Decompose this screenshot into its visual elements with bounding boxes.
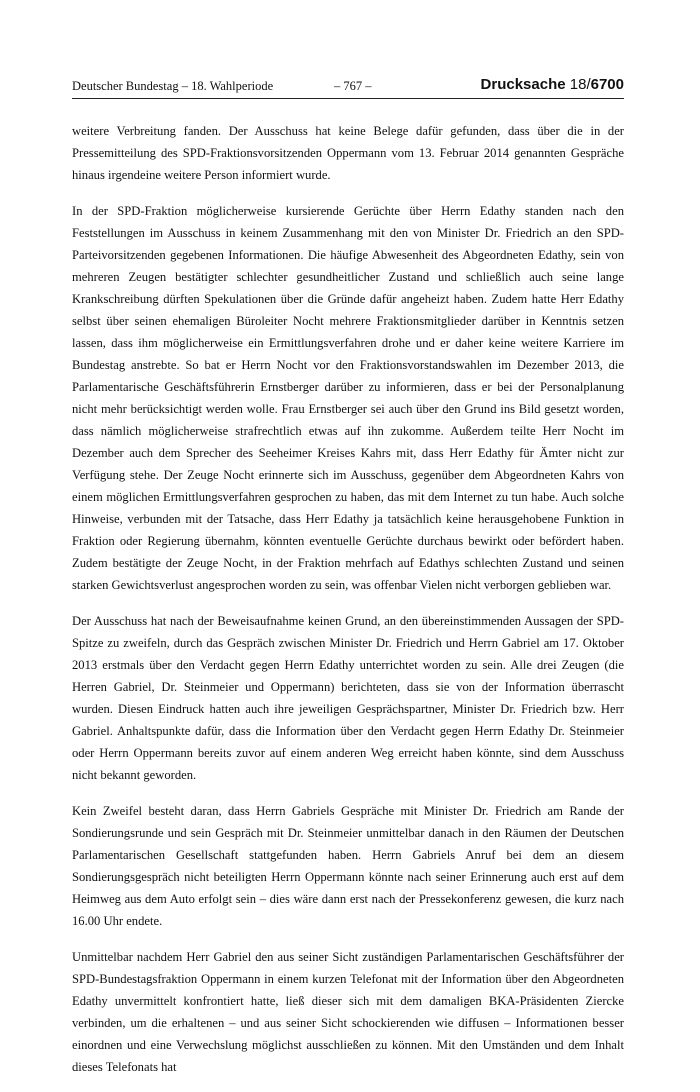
paragraph: Der Ausschuss hat nach der Beweisaufnahme keinen Grund, an den übereinstimmenden Aussagen der SPD-Spitze zu zweifeln, durch das Gespräch zwischen Minister Dr. Friedrich und Herrn Gabriel am 17. Oktober 2013 erstmals über den Verdacht gegen Herrn Edathy unterrichtet worden zu sein. Alle drei Zeugen (die Herren Gabriel, Dr. Steinmeier und Oppermann) berichteten, dass sie von der Information überrascht wurden. Diesen Eindruck hatten auch ihre jeweiligen Gesprächspartner, Minister Dr. Friedrich bzw. Herr Gabriel. Anhaltspunkte dafür, dass die Information über den Verdacht gegen Herrn Edathy Dr. Steinmeier oder Herrn Oppermann bereits zuvor auf einem anderen Weg erreicht haben könnte, sind dem Ausschuss nicht bekannt geworden. (72, 614, 624, 782)
document-body (72, 120, 624, 1092)
document-number-prefix: 18/ (569, 76, 591, 93)
header-publication: Deutscher Bundestag – 18. Wahlperiode (72, 79, 274, 93)
document-number-suffix: 6700 (590, 76, 624, 93)
paragraph: Kein Zweifel besteht daran, dass Herrn Gabriels Gespräche mit Minister Dr. Friedrich am Rande der Sondierungsrunde und sein Gespräch mit Dr. Steinmeier unmittelbar danach in den Räumen der Deutschen Parlamentarischen Gesellschaft stattgefunden haben. Herrn Gabriels Anruf bei dem an diesem Sondierungsgespräch nicht beteiligten Herrn Oppermann könnte nach seiner Erinnerung auch erst auf dem Heimweg aus dem Auto erfolgt sein – dies wäre dann erst nach der Pressekonferenz gewesen, die kurz nach 16.00 Uhr endete. (72, 804, 624, 928)
paragraph: Unmittelbar nachdem Herr Gabriel den aus seiner Sicht zuständigen Parlamentarischen Geschäftsführer der SPD-Bundestagsfraktion Oppermann in einem kurzen Telefonat mit der Information über den Abgeordneten Edathy unvermittelt konfrontiert hatte, ließ dieser sich mit dem damaligen BKA-Präsidenten Ziercke verbinden, um die erhaltenen – und aus seiner Sicht schockierenden wie diffusen – Informationen besser einordnen und eine Verwechslung möglichst ausschließen zu können. Mit den Umständen und dem Inhalt dieses Telefonats hat (72, 950, 624, 1074)
document-label: Drucksache (480, 76, 566, 93)
paragraph: weitere Verbreitung fanden. Der Ausschuss hat keine Belege dafür gefunden, dass über die in der Pressemitteilung des SPD-Fraktionsvorsitzenden Oppermann vom 13. Februar 2014 genannten Gespräche hinaus irgendeine weitere Person informiert wurde. (72, 124, 624, 182)
page-number: – 767 – (334, 79, 372, 93)
page-header (72, 76, 624, 98)
document-number (481, 76, 624, 93)
paragraph: In der SPD-Fraktion möglicherweise kursierende Gerüchte über Herrn Edathy standen nach den Feststellungen im Ausschuss in keinem Zusammenhang mit den von Minister Dr. Friedrich an den SPD-Parteivorsitzenden gegebenen Informationen. Die häufige Abwesenheit des Abgeordneten Edathy, sein von mehreren Zeugen bestätigter schlechter gesundheitlicher Zustand und schließlich auch seine lange Krankschreibung dürften Spekulationen über die Gründe dafür angeheizt haben. Zudem hatte Herr Edathy selbst über seinen ehemaligen Büroleiter Nocht mehrere Fraktionsmitglieder darüber in Kenntnis setzen lassen, dass ihm möglicherweise ein Ermittlungsverfahren drohe und er daher keine weitere Karriere im Bundestag anstrebte. So bat er Herrn Nocht vor den Fraktionsvorstandswahlen im Dezember 2013, die Parlamentarische Geschäftsführerin Ernstberger darüber zu informieren, dass er bei der Personalplanung nicht mehr berücksichtigt werden wolle. Frau Ernstberger sei auch über den Grund ins Bild gesetzt worden, dass nämlich möglicherweise strafrechtlich etwas auf ihn zukomme. Außerdem teilte Herr Nocht im Dezember auch dem Sprecher des Seeheimer Kreises Kahrs mit, dass Herr Edathy für Ämter nicht zur Verfügung stehe. Der Zeuge Nocht erinnerte sich im Ausschuss, gegenüber dem Abgeordneten Kahrs von einem möglichen Ermittlungsverfahren gesprochen zu haben, das mit dem Internet zu tun habe. Auch solche Hinweise, verbunden mit der Tatsache, dass Herr Edathy ja tatsächlich keine herausgehobene Funktion in Fraktion oder Regierung übernahm, könnten eventuelle Gerüchte durchaus bewirkt oder befördert haben. Zudem bestätigte der Zeuge Nocht, in der Fraktion mehrfach auf Edathys schlechten Zustand und seinen starken Gewichtsverlust angesprochen worden zu sein, was offenbar Vielen nicht verborgen geblieben war. (72, 204, 624, 592)
header-divider (72, 98, 624, 99)
